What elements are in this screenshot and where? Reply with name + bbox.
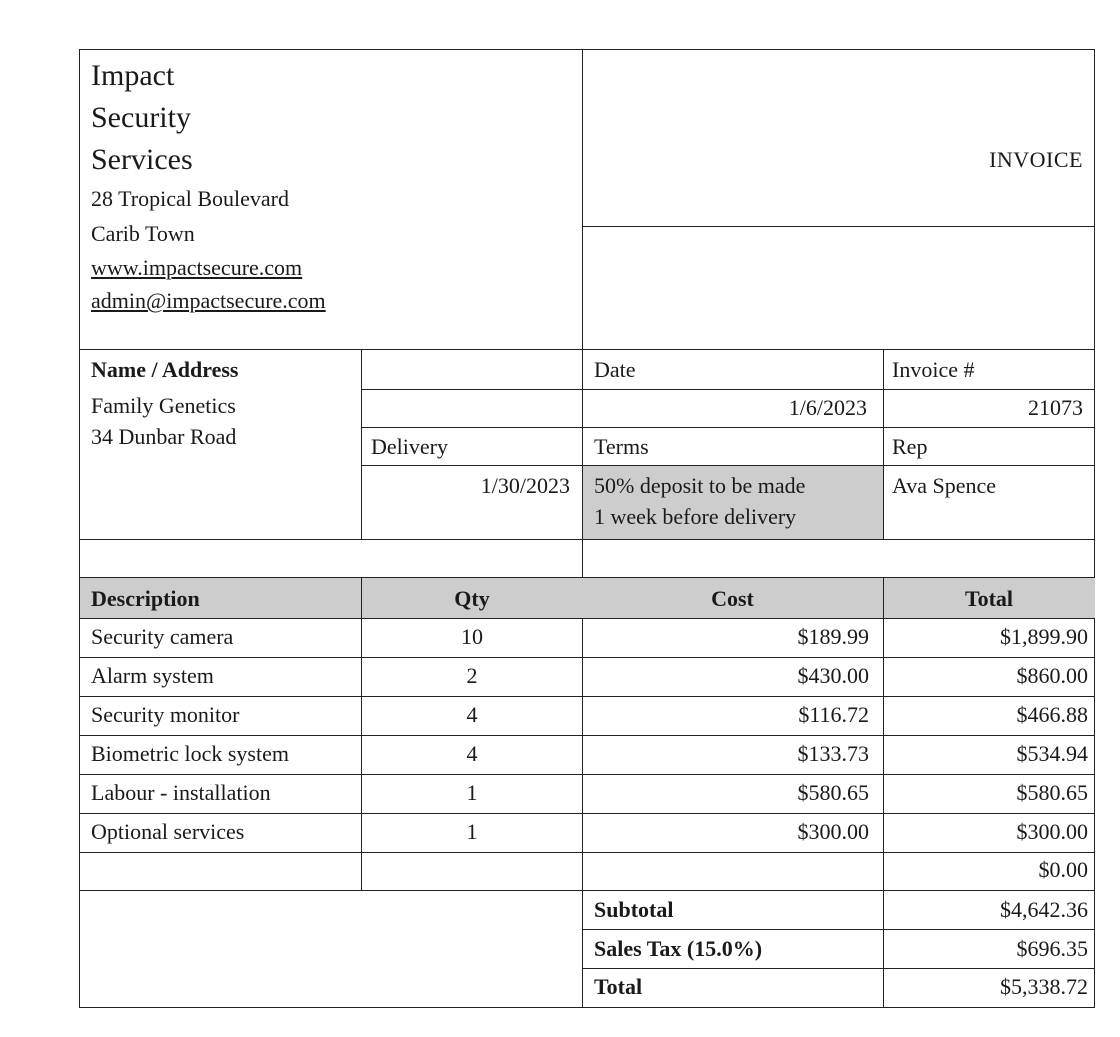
invoice-document [79,49,1095,1008]
terms-value-box [583,466,883,539]
divider-row-2 [80,696,1095,697]
subtotal-label: Subtotal [594,897,674,922]
divider-row-1 [80,657,1095,658]
divider-row-4 [80,774,1095,775]
invoice-title-block [582,50,1095,226]
item-total: $534.94 [1016,741,1088,766]
bill-to-line-2: 34 Dunbar Road [91,424,237,449]
invoice-title: INVOICE [989,147,1083,172]
item-total: $1,899.90 [1000,624,1088,649]
terms-value-line-1: 50% deposit to be made [594,473,806,498]
divider-row-5 [80,813,1095,814]
divider-meta-row2 [361,427,1095,428]
item-qty: 2 [466,663,478,688]
item-description: Alarm system [91,663,214,688]
item-cost: $580.65 [797,780,869,805]
delivery-label: Delivery [371,434,448,459]
header-qty: Qty [454,586,490,611]
date-value: 1/6/2023 [788,395,867,420]
company-website-link[interactable]: www.impactsecure.com [91,255,303,280]
company-name-line-1: Impact [91,59,175,92]
item-total: $300.00 [1016,819,1088,844]
item-description: Security monitor [91,702,240,727]
grand-total-label: Total [594,974,643,999]
divider-items-header [80,618,1095,619]
item-cost: $430.00 [797,663,869,688]
divider-meta-bottom [80,539,1095,540]
item-cost: $116.72 [798,702,869,727]
rep-label: Rep [892,434,928,459]
delivery-value: 1/30/2023 [480,473,570,498]
divider-row-3 [80,735,1095,736]
item-cost: $300.00 [797,819,869,844]
header-description: Description [91,586,200,611]
item-total: $0.00 [1038,857,1088,882]
item-total: $860.00 [1016,663,1088,688]
company-address-line-2: Carib Town [91,221,195,246]
sales-tax-label: Sales Tax (15.0%) [594,936,763,961]
item-cost: $133.73 [797,741,869,766]
item-description: Security camera [91,624,234,649]
company-email-link[interactable]: admin@impactsecure.com [91,288,326,313]
invoice-number-label: Invoice # [892,357,975,382]
divider-title [582,226,1095,227]
terms-label: Terms [594,434,649,459]
item-cost: $189.99 [797,624,869,649]
item-total: $466.88 [1016,702,1088,727]
invoice-number-value: 21073 [1028,395,1083,420]
item-description: Optional services [91,819,245,844]
bill-to-line-1: Family Genetics [91,393,236,418]
company-name-line-2: Security [91,101,191,134]
divider-row-7 [80,890,1095,891]
company-name-line-3: Services [91,143,193,176]
divider-totals-2 [582,968,1095,969]
divider-header [80,349,1095,350]
item-qty: 4 [466,702,478,727]
item-description: Biometric lock system [91,741,289,766]
divider-meta-right [883,349,884,539]
bill-to-heading: Name / Address [91,357,239,382]
item-qty: 1 [466,819,478,844]
item-description: Labour - installation [91,780,271,805]
item-qty: 1 [466,780,478,805]
subtotal-value: $4,642.36 [1000,897,1088,922]
header-total: Total [964,586,1014,611]
terms-value-line-2: 1 week before delivery [594,504,797,529]
date-label: Date [594,357,636,382]
item-qty: 4 [466,741,478,766]
item-total: $580.65 [1016,780,1088,805]
divider-totals-1 [582,929,1095,930]
item-qty: 10 [461,624,483,649]
sales-tax-value: $696.35 [1016,936,1088,961]
divider-row-6 [80,852,1095,853]
company-address-line-1: 28 Tropical Boulevard [91,186,289,211]
divider-bill-to [361,349,362,539]
header-cost: Cost [711,586,754,611]
divider-meta-row1 [361,389,1095,390]
company-name [91,55,193,181]
company-block [80,50,582,349]
grand-total-value: $5,338.72 [1000,974,1088,999]
rep-value: Ava Spence [892,473,997,498]
